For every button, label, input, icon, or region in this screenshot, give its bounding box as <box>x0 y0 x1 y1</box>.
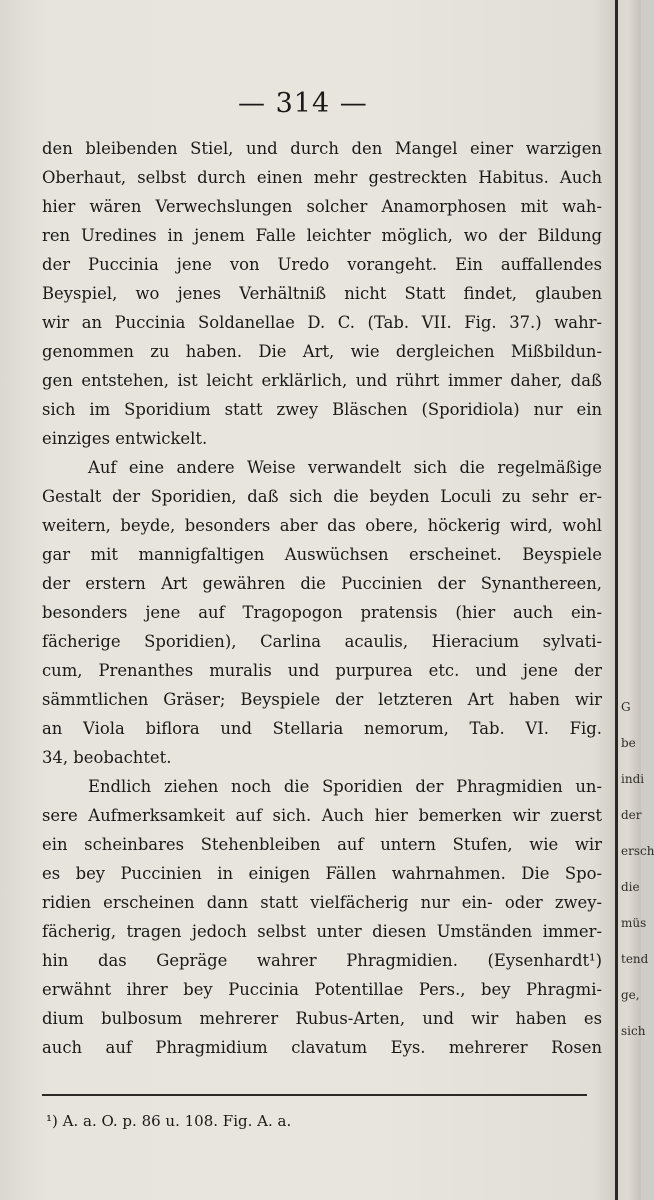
text-line: genommen zu haben. Die Art, wie dergleichen Mißbildun- <box>42 342 602 361</box>
paragraph-start: Endlich ziehen noch die Sporidien der Phragmidien un- <box>88 777 602 796</box>
text-line: Beyspiel, wo jenes Verhältniß nicht Statt findet, glauben <box>42 284 602 303</box>
adjacent-fragment: der <box>621 808 642 822</box>
text-line: auch auf Phragmidium clavatum Eys. mehrerer Rosen <box>42 1038 602 1057</box>
text-line: sämmtlichen Gräser; Beyspiele der letzteren Art haben wir <box>42 690 602 709</box>
text-line: besonders jene auf Tragopogon pratensis (hier auch ein- <box>42 603 602 622</box>
text-line: erwähnt ihrer bey Puccinia Potentillae Pers., bey Phragmi- <box>42 980 602 999</box>
adjacent-fragment: tend <box>621 952 649 966</box>
footnote-divider <box>42 1094 587 1096</box>
footnote: ¹) A. a. O. p. 86 u. 108. Fig. A. a. <box>46 1112 292 1130</box>
adjacent-fragment: die <box>621 880 640 894</box>
text-line: dium bulbosum mehrerer Rubus-Arten, und wir haben es <box>42 1009 602 1028</box>
text-line: es bey Puccinien in einigen Fällen wahrnahmen. Die Spo- <box>42 864 602 883</box>
text-line: sere Aufmerksamkeit auf sich. Auch hier bemerken wir zuerst <box>42 806 602 825</box>
body-text <box>42 134 602 1062</box>
text-line: hier wären Verwechslungen solcher Anamorphosen mit wah- <box>42 197 602 216</box>
page-number: — 314 — <box>238 88 368 119</box>
text-line: 34, beobachtet. <box>42 748 172 767</box>
text-line: der erstern Art gewähren die Puccinien der Synanthereen, <box>42 574 602 593</box>
adjacent-fragment: sich <box>621 1024 646 1038</box>
text-line: fächerige Sporidien), Carlina acaulis, Hieracium sylvati- <box>42 632 602 651</box>
text-line: ren Uredines in jenem Falle leichter möglich, wo der Bildung <box>42 226 602 245</box>
text-line: ridien erscheinen dann statt vielfächerig nur ein- oder zwey- <box>42 893 602 912</box>
text-line: gen entstehen, ist leicht erklärlich, und rührt immer daher, daß <box>42 371 602 390</box>
text-line: hin das Gepräge wahrer Phragmidien. (Eysenhardt¹) <box>42 951 602 970</box>
adjacent-fragment: müs <box>621 916 647 930</box>
text-line: weitern, beyde, besonders aber das obere, höckerig wird, wohl <box>42 516 602 535</box>
adjacent-fragment: indi <box>621 772 645 786</box>
text-line: ein scheinbares Stehenbleiben auf untern Stufen, wie wir <box>42 835 602 854</box>
adjacent-fragment: ge, <box>621 988 640 1002</box>
text-line: einziges entwickelt. <box>42 429 208 448</box>
text-line: den bleibenden Stiel, und durch den Mangel einer warzigen <box>42 139 602 158</box>
text-line: an Viola biflora und Stellaria nemorum, Tab. VI. Fig. <box>42 719 602 738</box>
text-line: sich im Sporidium statt zwey Bläschen (Sporidiola) nur ein <box>42 400 602 419</box>
page-edge-shadow <box>615 0 618 1200</box>
text-line: wir an Puccinia Soldanellae D. C. (Tab. VII. Fig. 37.) wahr- <box>42 313 602 332</box>
text-line: fächerig, tragen jedoch selbst unter diesen Umständen immer- <box>42 922 602 941</box>
text-line: gar mit mannigfaltigen Auswüchsen erscheinet. Beyspiele <box>42 545 602 564</box>
adjacent-fragment: ersch <box>621 844 654 858</box>
text-line: cum, Prenanthes muralis und purpurea etc. und jene der <box>42 661 602 680</box>
adjacent-fragment: G <box>621 700 631 714</box>
text-line: der Puccinia jene von Uredo vorangeht. Ein auffallendes <box>42 255 602 274</box>
adjacent-fragment: be <box>621 736 636 750</box>
text-line: Oberhaut, selbst durch einen mehr gestreckten Habitus. Auch <box>42 168 602 187</box>
adjacent-page-fragments <box>621 700 654 1038</box>
paragraph-start: Auf eine andere Weise verwandelt sich die regelmäßige <box>88 458 602 477</box>
text-line: Gestalt der Sporidien, daß sich die beyden Loculi zu sehr er- <box>42 487 602 506</box>
